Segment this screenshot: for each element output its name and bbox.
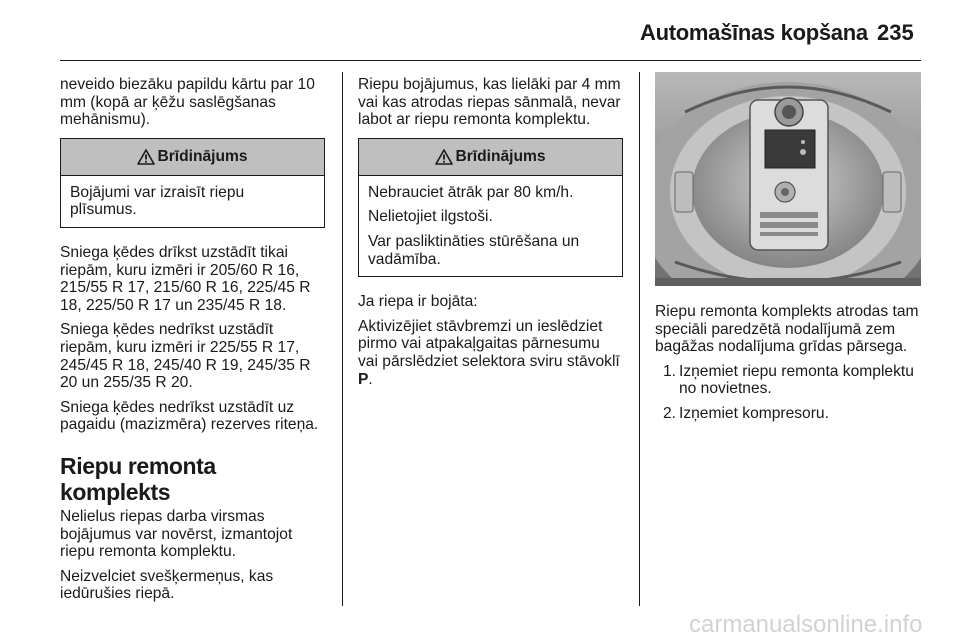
warning-box-2-header bbox=[359, 139, 622, 176]
middle-para-2-end: . bbox=[368, 370, 373, 388]
left-para-5: Neizvelciet svešķermeņus, kas iedūrušies riepā. bbox=[60, 567, 274, 603]
column-divider-2 bbox=[639, 72, 640, 606]
warning-triangle-icon bbox=[435, 149, 453, 165]
step-text: Izņemiet riepu remonta komplektu no novietnes. bbox=[679, 362, 914, 398]
warning-box-1-title: Brīdinājums bbox=[157, 147, 248, 165]
left-para-2: Sniega ķēdes nedrīkst uzstādīt riepām, kuru izmēri ir 225/55 R 17, 245/45 R 18, 245/40 R 19, 245/35 R 20 un 255/35 R 20. bbox=[60, 321, 311, 392]
page-header-title: Automašīnas kopšana bbox=[640, 20, 868, 45]
middle-para-2-text: Aktivizējiet stāvbremzi un ieslēdziet pirmo vai atpakaļgaitas pārnesumu vai pārslēdziet selektora sviru stāvoklī bbox=[358, 317, 620, 370]
middle-para-2 bbox=[358, 318, 623, 388]
right-para-1: Riepu remonta komplekts atrodas tam speciāli paredzētā nodalījumā zem bagāžas nodalījuma grīdas pārsega. bbox=[655, 303, 919, 356]
header-rule bbox=[60, 60, 921, 61]
left-para-1: Sniega ķēdes drīkst uzstādīt tikai riepām, kuru izmēri ir 205/60 R 16, 215/55 R 17, 215/60 R 16, 225/45 R 18, 225/50 R 17 un 235/45 R 18. bbox=[60, 243, 311, 314]
warning-box-2-line-2: Nelietojiet ilgstoši. bbox=[368, 208, 493, 226]
right-column bbox=[655, 303, 925, 430]
middle-column bbox=[358, 76, 623, 395]
left-column bbox=[60, 76, 325, 610]
warning-box-1-text: Bojājumi var izraisīt riepu plīsumus. bbox=[70, 183, 245, 219]
warning-box-2-title: Brīdinājums bbox=[455, 147, 546, 165]
column-divider-1 bbox=[342, 72, 343, 606]
list-item bbox=[655, 363, 925, 398]
warning-box-2-line-1: Nebrauciet ātrāk par 80 km/h. bbox=[368, 183, 574, 201]
warning-box-2-line-3: Var pasliktināties stūrēšana un vadāmība. bbox=[368, 232, 580, 268]
step-number: 1. bbox=[663, 362, 677, 380]
warning-triangle-icon bbox=[137, 149, 155, 165]
watermark: carmanualsonline.info bbox=[689, 611, 923, 638]
step-text: Izņemiet kompresoru. bbox=[679, 404, 829, 422]
warning-box-1-header bbox=[61, 139, 324, 176]
steps-list bbox=[655, 363, 925, 423]
tire-repair-kit-photo bbox=[655, 72, 921, 286]
left-para-4: Nelielus riepas darba virsmas bojājumus var novērst, izmantojot riepu remonta komplektu. bbox=[60, 507, 293, 561]
section-heading: Riepu remonta komplekts bbox=[60, 452, 216, 505]
left-para-3: Sniega ķēdes nedrīkst uzstādīt uz pagaidu (mazizmēra) rezerves riteņa. bbox=[60, 398, 319, 434]
step-number: 2. bbox=[663, 404, 677, 422]
middle-intro: Riepu bojājumus, kas lielāki par 4 mm vai kas atrodas riepas sānmalā, nevar labot ar riepu remonta komplektu. bbox=[358, 76, 621, 129]
warning-box-1 bbox=[60, 138, 325, 228]
gear-position-p: P bbox=[358, 370, 369, 388]
list-item bbox=[655, 405, 925, 423]
left-intro: neveido biezāku papildu kārtu par 10 mm (kopā ar ķēžu saslēgšanas mehānismu). bbox=[60, 76, 315, 129]
middle-para-1: Ja riepa ir bojāta: bbox=[358, 293, 478, 311]
warning-box-2 bbox=[358, 138, 623, 277]
page-number: 235 bbox=[877, 20, 914, 45]
tire-repair-kit-illustration bbox=[655, 72, 921, 286]
